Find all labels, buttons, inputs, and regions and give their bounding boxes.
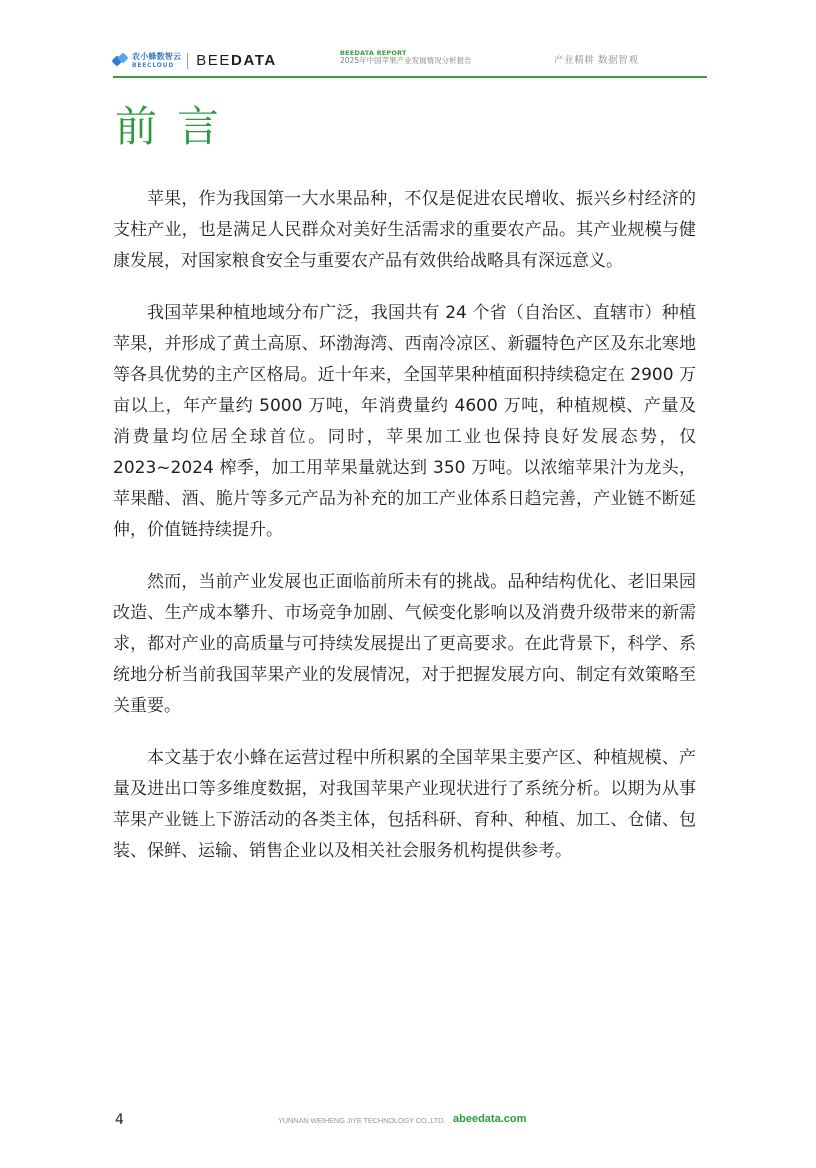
brand-suffix: DATA [231,52,277,69]
beedata-wordmark [196,52,277,69]
paragraph-3: 然而，当前产业发展也正面临前所未有的挑战。品种结构优化、老旧果园改造、生产成本攀升、市场竞争加剧、气候变化影响以及消费升级带来的新需求，都对产业的高质量与可持续发展提出了更高要求。在此背景下，科学、系统地分析当前我国苹果产业的发展情况，对于把握发展方向、制定有效策略至关重要。 [113,572,696,716]
header-slogan: 产业精耕 数据智观 [554,55,639,66]
page-title: 前言 [115,102,240,151]
logo-cn-text: 农小蜂数智云 [132,51,182,61]
footer-company: YUNNAN WEIHENG JIYE TECHNOLOGY CO.,LTD. [278,1116,446,1125]
page-number: 4 [115,1112,124,1128]
logo-divider [187,53,188,69]
footer-url-link[interactable]: abeedata.com [453,1113,527,1125]
report-heading [340,50,472,66]
beecloud-wordmark [132,53,181,69]
paragraph-4: 本文基于农小蜂在运营过程中所积累的全国苹果主要产区、种植规模、产量及进出口等多维度数据，对我国苹果产业现状进行了系统分析。以期为从事苹果产业链上下游活动的各类主体，包括科研、育种、种植、加工、仓储、包装、保鲜、运输、销售企业以及相关社会服务机构提供参考。 [113,748,696,861]
report-title: 2025年中国苹果产业发展情况分析报告 [340,56,472,66]
paragraph-2: 我国苹果种植地域分布广泛，我国共有 24 个省（自治区、直辖市）种植苹果，并形成了黄土高原、环渤海湾、西南冷凉区、新疆特色产区及东北寒地等各具优势的主产区格局。近十年来，全国苹果种植面积持续稳定在 2900 万亩以上，年产量约 5000 万吨，年消费量约 4600 万吨，种植规模、产量及消费量均位居全球首位。同时，苹果加工业也保持良好发展态势，仅 2023~2024 榨季，加工用苹果量就达到 350 万吨。以浓缩苹果汁为龙头，苹果醋、酒、脆片等多元产品为补充的加工产业体系日趋完善，产业链不断延伸，价值链持续提升。 [113,303,696,540]
header-divider [113,76,707,78]
brand-prefix: BEE [196,52,232,69]
report-label: BEEDATA REPORT [340,49,407,57]
page-header [0,0,816,80]
beecloud-logo-icon [113,54,129,68]
logo-en-text: BEECLOUD [132,61,175,69]
body-text [113,184,696,888]
paragraph-1: 苹果，作为我国第一大水果品种，不仅是促进农民增收、振兴乡村经济的支柱产业，也是满足人民群众对美好生活需求的重要农产品。其产业规模与健康发展，对国家粮食安全与重要农产品有效供给战略具有深远意义。 [113,189,696,271]
brand-logo [113,52,277,69]
